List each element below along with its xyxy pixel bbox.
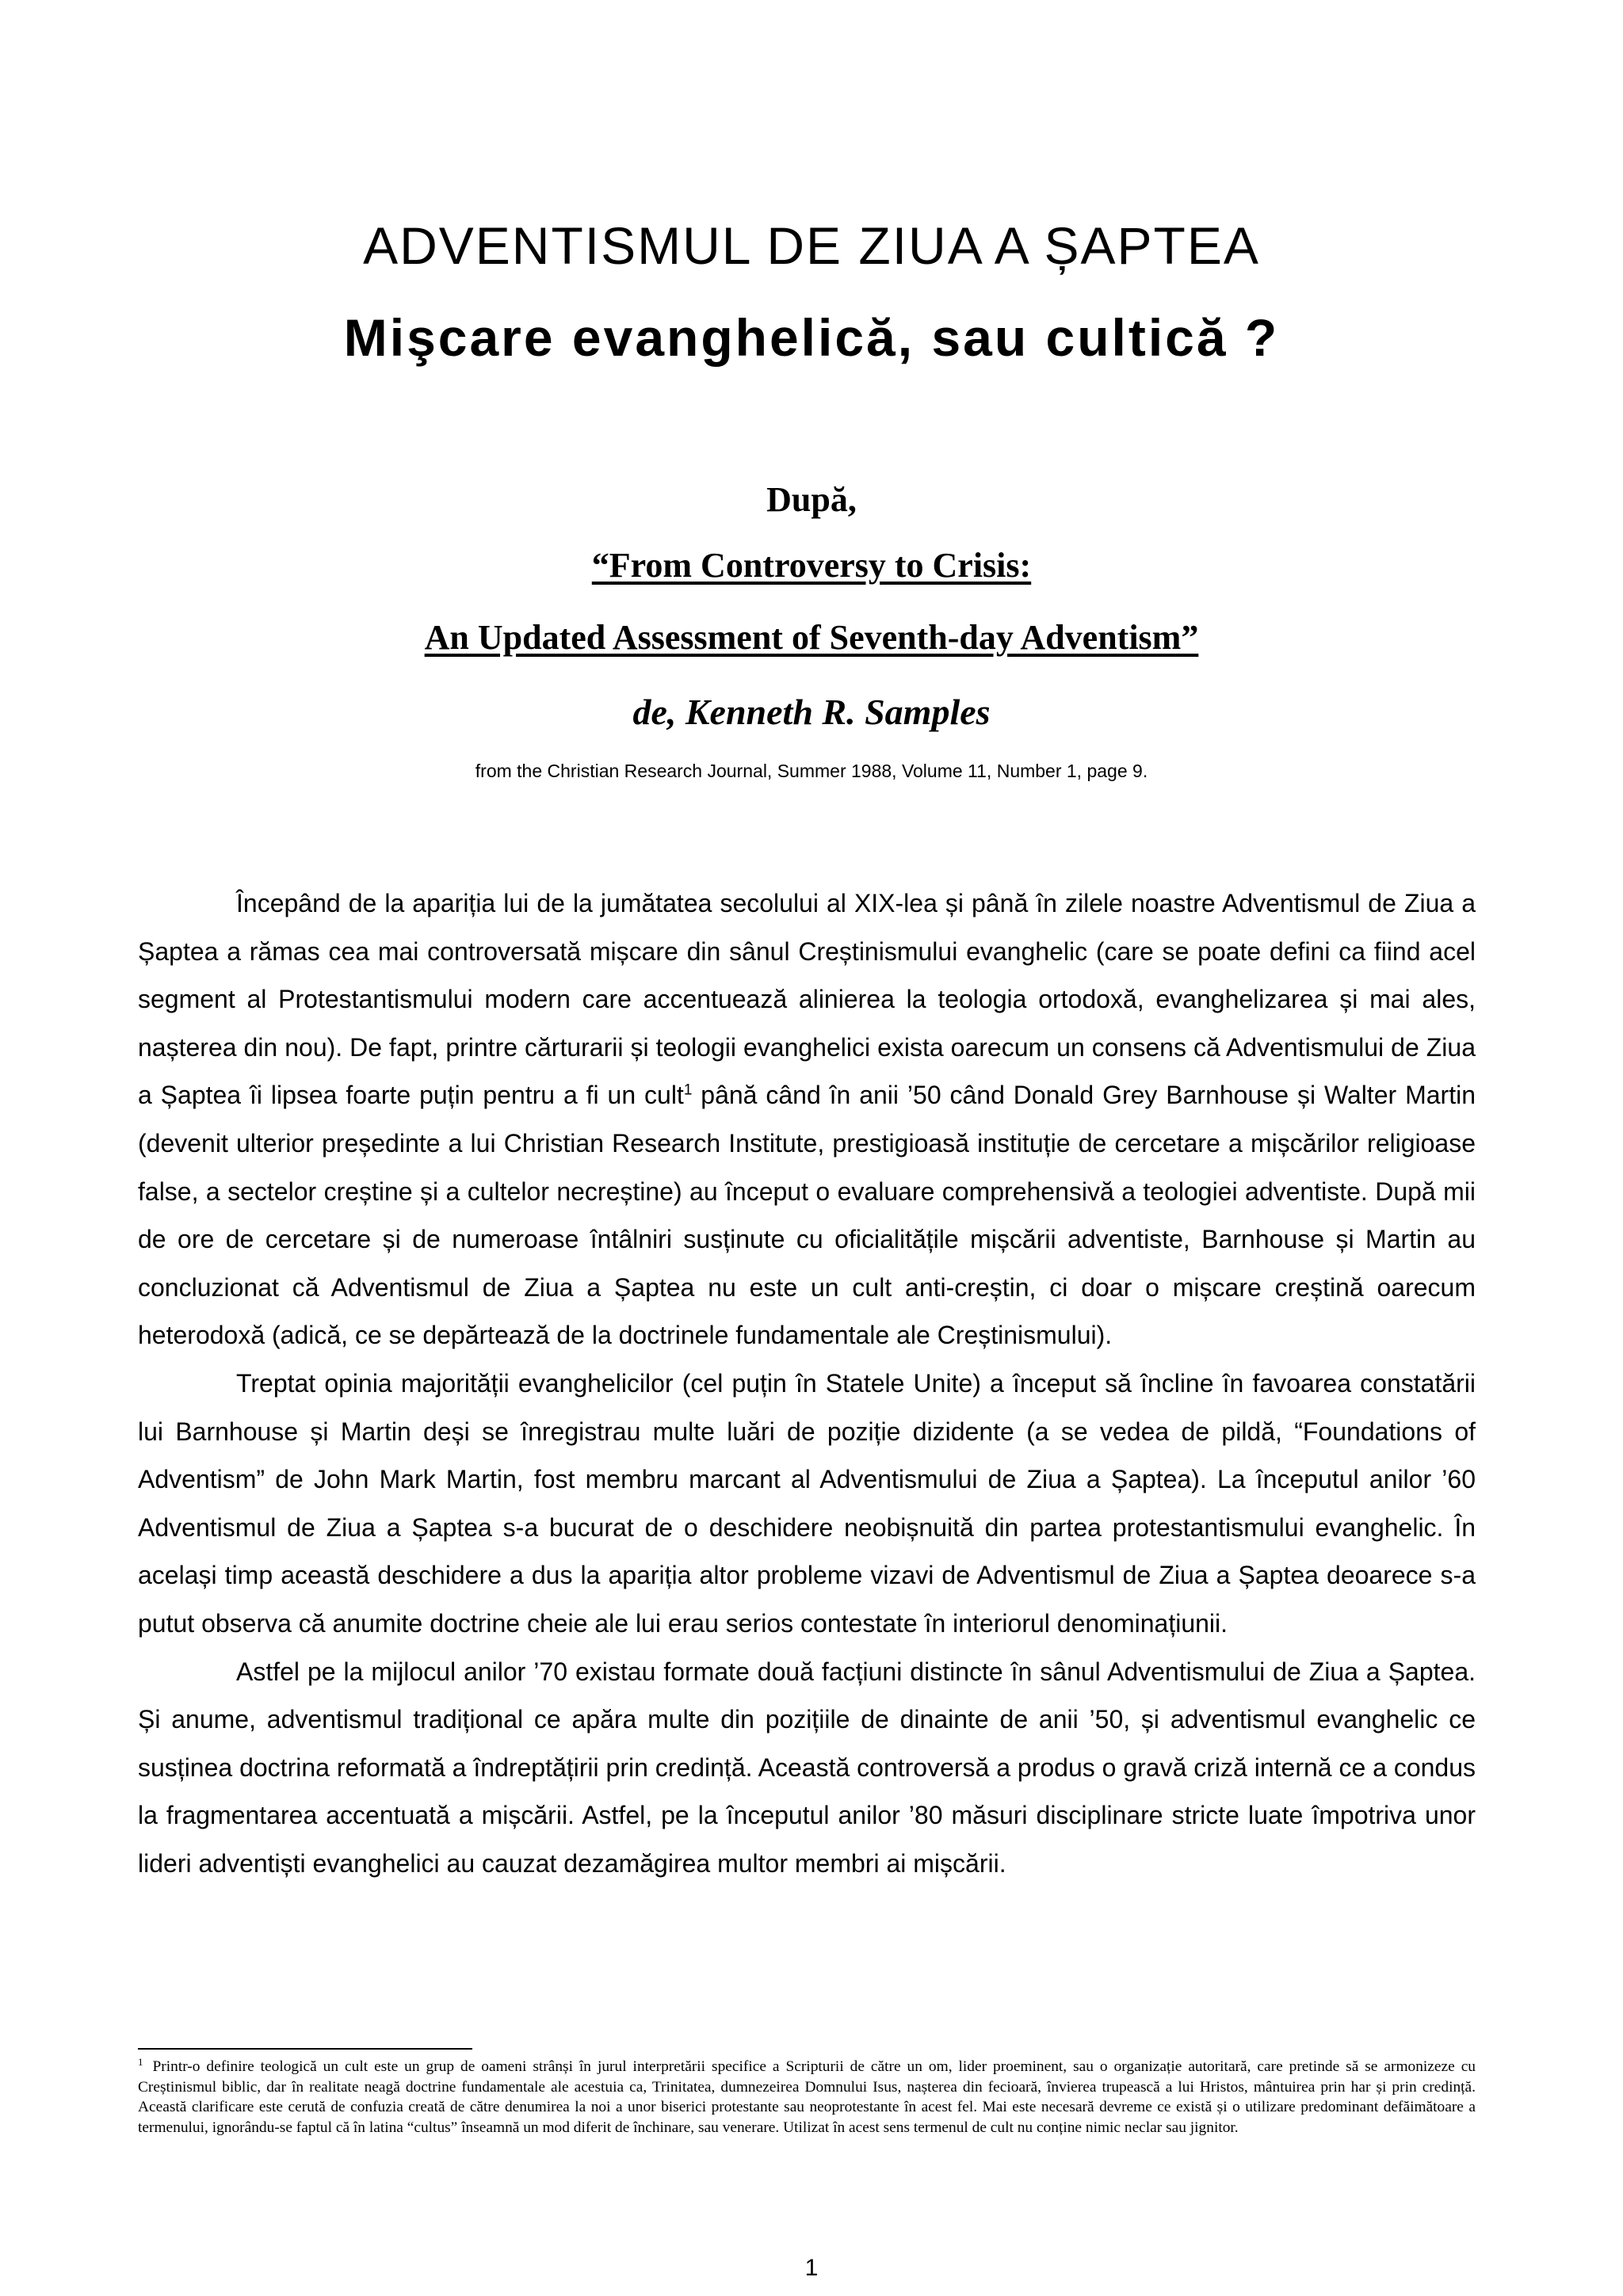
document-title: ADVENTISMUL DE ZIUA A ȘAPTEA <box>363 216 1260 275</box>
footnote-text: Printr-o definire teologică un cult este un grup de oameni strânși în jurul interpretării specifice a Scripturii de către un om, lider proeminent, sau o organizație autoritară, care pretinde să se armonizeze cu Creștinismul biblic, dar în realitate neagă doctrine fundamentale ale acestuia ca, Trinitatea, dumnezeirea Domnului Isus, nașterea din fecioară, învierea trupească a lui Hristos, mântuirea prin har și prin credință. Această clarificare este cerută de confuzia creată de către denumirea la noi a unor biserici protestante sau neoprotestante în acest fel. Mai este necesară devreme ce există și o utilizare predominant defăimătoare a termenului, ignorându-se faptul că în latina “cultus” înseamnă un mod diferit de închinare, sau venerare. Utilizat în acest sens termenul de cult nu conține nimic neclar sau jignitor. <box>138 2058 1476 2136</box>
footnote <box>138 2057 1476 2138</box>
footnote-marker: 1 <box>138 2055 143 2068</box>
paragraph-3: Astfel pe la mijlocul anilor ’70 existau formate două facțiuni distincte în sânul Adventismului de Ziua a Șaptea. Și anume, adventismul tradițional ce apăra multe din pozițiile de dinainte de anii ’50, și adventismul evanghelic ce susținea doctrina reformată a îndreptățirii prin credință. Această controversă a produs o gravă criză internă ce a condus la fragmentarea accentuată a mișcării. Astfel, pe la începutul anilor ’80 măsuri disciplinare stricte luate împotriva unor lideri adventiști evanghelici au cauzat dezamăgirea multor membri ai mișcării. <box>138 1657 1476 1878</box>
body-text <box>138 879 1476 1887</box>
paragraph-2: Treptat opinia majorității evanghelicilor (cel puțin în Statele Unite) a început să încline în favoarea constatării lui Barnhouse și Martin deși se înregistrau multe luări de poziție dizidente (a se vedea de pildă, “Foundations of Adventism” de John Mark Martin, fost membru marcant al Adventismului de Ziua a Șaptea). La începutul anilor ’60 Adventismul de Ziua a Șaptea s-a bucurat de o deschidere neobișnuită din partea protestantismului evanghelic. În același timp această deschidere a dus la apariția altor probleme vizavi de Adventismul de Ziua a Șaptea deoarece s-a putut observa că anumite doctrine cheie ale lui erau serios contestate în interiorul denominațiunii. <box>138 1368 1476 1638</box>
source-title-line1: “From Controversy to Crisis: <box>591 546 1032 585</box>
after-label: După, <box>766 480 857 519</box>
source-citation: from the Christian Research Journal, Summer 1988, Volume 11, Number 1, page 9. <box>475 761 1148 781</box>
page-number: 1 <box>804 2255 819 2281</box>
footnote-separator <box>138 2048 472 2050</box>
paragraph-1 <box>138 879 1476 1360</box>
source-title-line2: An Updated Assessment of Seventh-day Adventism” <box>424 618 1199 657</box>
paragraph-1-part-a: Începând de la apariția lui de la jumătatea secolului al XIX-lea și până în zilele noastre Adventismul de Ziua a Șaptea a rămas cea mai controversată mișcare din sânul Creștinismului evanghelic (care se poate defini ca fiind acel segment al Protestantismului modern care accentuează alinierea la teologia ortodoxă, evanghelizarea și mai ales, nașterea din nou). De fapt, printre cărturarii și teologii evanghelici exista oarecum un consens că Adventismului de Ziua a Șaptea îi lipsea foarte puțin pentru a fi un cult <box>138 889 1476 1110</box>
source-author: de, Kenneth R. Samples <box>632 692 991 732</box>
paragraph-1-part-b: până când în anii ’50 când Donald Grey Barnhouse și Walter Martin (devenit ulterior președinte a lui Christian Research Institute, prestigioasă instituție de cercetare a mișcărilor religioase false, a sectelor creștine și a cultelor necreștine) au început o evaluare comprehensivă a teologiei adventiste. După mii de ore de cercetare și de numeroase întâlniri susținute cu oficialitățile mișcării adventiste, Barnhouse și Martin au concluzionat că Adventismul de Ziua a Șaptea nu este un cult anti-creștin, ci doar o mișcare creștină oarecum heterodoxă (adică, ce se depărtează de la doctrinele fundamentale ale Creștinismului). <box>138 1081 1476 1350</box>
footnote-reference: 1 <box>683 1081 693 1099</box>
document-subtitle: Mişcare evanghelică, sau cultică ? <box>343 308 1280 367</box>
